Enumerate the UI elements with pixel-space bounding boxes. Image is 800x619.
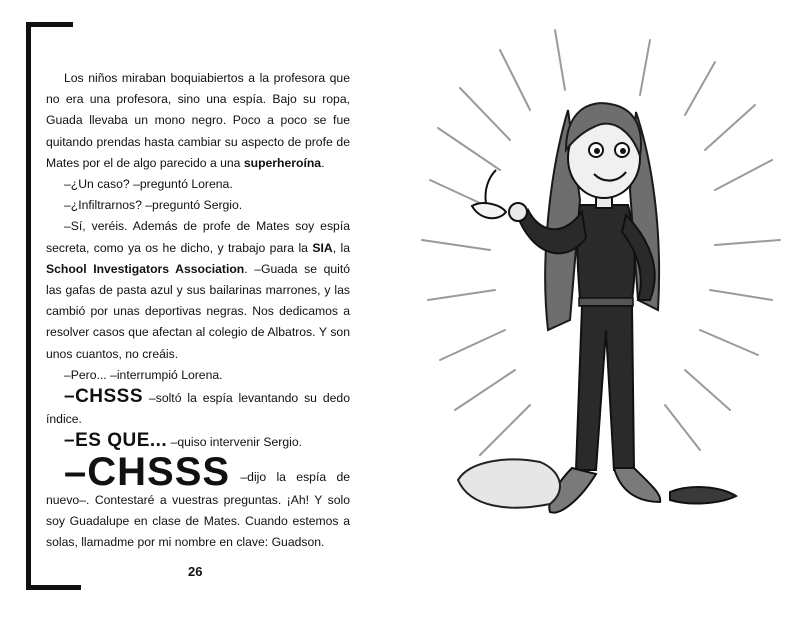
paragraph-1-end: . — [321, 155, 325, 170]
paragraph-8 — [46, 449, 350, 554]
belt — [579, 298, 633, 306]
clothes-pile — [458, 459, 560, 507]
page-number: 26 — [188, 564, 203, 579]
left-hand — [509, 203, 527, 221]
es-que-shout: –ES QUE... — [64, 430, 168, 452]
paragraph-4 — [46, 216, 350, 364]
glasses-arm — [485, 170, 496, 204]
paragraph-3: –¿Infiltrarnos? –preguntó Sergio. — [64, 198, 243, 213]
paragraph-5: –Pero... –interrumpió Lorena. — [64, 367, 223, 382]
left-page — [0, 0, 400, 614]
paragraph-6 — [46, 386, 350, 430]
superheroina-bold: superheroína — [243, 155, 322, 170]
spy-woman-drawing — [400, 0, 800, 614]
paragraph-4-text-b: , la — [332, 240, 350, 255]
bracket-bottom-decoration — [26, 585, 81, 590]
paragraph-7-text: –quiso intervenir Sergio. — [167, 435, 303, 450]
right-sneaker — [614, 468, 660, 502]
legs — [576, 306, 634, 470]
bracket-top-decoration — [26, 22, 73, 27]
held-glasses — [472, 203, 506, 218]
discarded-shoes — [670, 487, 736, 503]
paragraph-2: –¿Un caso? –preguntó Lorena. — [64, 177, 233, 192]
spy-illustration — [400, 0, 800, 614]
chsss-shout-1: –CHSSS — [64, 386, 144, 408]
bracket-left-decoration — [26, 22, 31, 590]
chsss-shout-2: –CHSSS — [64, 449, 231, 494]
association-bold: School Investigators Association — [46, 261, 245, 276]
paragraph-4-text-a: –Sí, veréis. Además de profe de Mates soy espía secreta, como ya os he dicho, y trabajo para la — [46, 219, 350, 255]
paragraph-8-text: –dijo la espía de nuevo–. Contestaré a vuestras preguntas. ¡Ah! Y solo soy Guadalupe en clase de Mates. Cuando estemos a solas, llamadme por mi nombre en clave: Guadson. — [46, 469, 350, 550]
paragraph-4-text-c: . –Guada se quitó las gafas de pasta azul y sus bailarinas marrones, y las cambió por unas deportivas negras. Nos dedicamos a resolver casos que afectan al colegio de Albatros. Y son unos cuantos, no creáis. — [46, 261, 350, 361]
left-pupil — [594, 148, 600, 154]
sia-bold: SIA — [312, 240, 333, 255]
paragraph-6-text: –soltó la espía levantando su dedo índice. — [46, 391, 350, 427]
paragraph-1 — [46, 68, 350, 174]
paragraph-1-text: Los niños miraban boquiabiertos a la profesora que no era una profesora, sino una espía. Bajo su ropa, Guada llevaba un mono negro. Poco a poco se fue quitando prendas hasta cambiar su aspecto de profe de Mates por el de algo parecido a una — [46, 71, 350, 170]
story-text — [46, 68, 350, 553]
right-pupil — [620, 148, 626, 154]
